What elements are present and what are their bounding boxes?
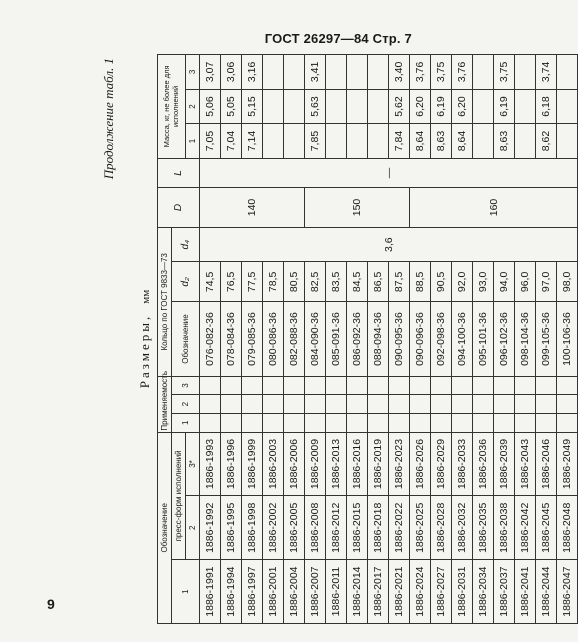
mass-exec-1: 8,64 [410, 124, 431, 159]
mass-exec-2 [326, 89, 347, 124]
table-row [305, 55, 326, 624]
mass-exec-1 [557, 124, 578, 159]
mass-exec-3: 3,41 [305, 55, 326, 90]
applicability-3 [410, 376, 431, 395]
applicability-1 [242, 413, 263, 432]
ring-designation: 090-095-36 [389, 302, 410, 376]
mass-exec-1 [326, 124, 347, 159]
designation-exec-2: 1886-2002 [263, 496, 284, 560]
mass-exec-2: 6,20 [452, 89, 473, 124]
applicability-3 [536, 376, 557, 395]
applicability-2 [368, 395, 389, 414]
applicability-2 [305, 395, 326, 414]
applicability-3 [326, 376, 347, 395]
designation-exec-1: 1886-1994 [221, 560, 242, 624]
designation-exec-1: 1886-2004 [284, 560, 305, 624]
page-header: ГОСТ 26297—84 Стр. 7 [264, 31, 412, 46]
applicability-1 [305, 413, 326, 432]
applicability-1 [536, 413, 557, 432]
designation-exec-2: 1886-2035 [473, 496, 494, 560]
applicability-3 [473, 376, 494, 395]
header-ring: Кольцо по ГОСТ 9833—73 [158, 227, 172, 376]
applicability-2 [515, 395, 536, 414]
applicability-2 [326, 395, 347, 414]
ring-d2: 76,5 [221, 262, 242, 302]
ring-designation: 079-085-36 [242, 302, 263, 376]
designation-exec-1: 1886-2041 [515, 560, 536, 624]
mass-exec-2: 6,18 [536, 89, 557, 124]
ring-designation: 085-091-36 [326, 302, 347, 376]
designation-exec-1: 1886-2037 [494, 560, 515, 624]
mass-exec-3 [473, 55, 494, 90]
continuation-label: Продолжение табл. 1 [101, 58, 116, 180]
ring-designation: 094-100-36 [452, 302, 473, 376]
mass-exec-1: 8,63 [431, 124, 452, 159]
dimension-L: — [200, 158, 578, 187]
applicability-2 [410, 395, 431, 414]
ring-d4: 3,6 [200, 227, 578, 262]
table-body [200, 55, 578, 624]
designation-exec-2: 1886-1992 [200, 496, 221, 560]
applicability-1 [389, 413, 410, 432]
mass-exec-3 [557, 55, 578, 90]
mass-exec-3: 3,16 [242, 55, 263, 90]
ring-d2: 97,0 [536, 262, 557, 302]
applicability-3 [284, 376, 305, 395]
mass-exec-1: 7,05 [200, 124, 221, 159]
designation-exec-1: 1886-2011 [326, 560, 347, 624]
mass-exec-1 [263, 124, 284, 159]
ring-d2: 96,0 [515, 262, 536, 302]
table-row [284, 55, 305, 624]
table-row [536, 55, 557, 624]
mass-exec-2 [347, 89, 368, 124]
mass-exec-2: 6,19 [431, 89, 452, 124]
header-mass-3: 3 [186, 55, 200, 90]
designation-exec-2: 1886-2008 [305, 496, 326, 560]
rotated-table-container [97, 54, 573, 624]
designation-exec-1: 1886-1997 [242, 560, 263, 624]
designation-exec-1: 1886-2007 [305, 560, 326, 624]
applicability-3 [557, 376, 578, 395]
ring-d2: 98,0 [557, 262, 578, 302]
mass-exec-3 [515, 55, 536, 90]
mass-exec-2 [284, 89, 305, 124]
mass-exec-3: 3,75 [494, 55, 515, 90]
designation-exec-3: 1886-2006 [284, 432, 305, 496]
ring-d2: 90,5 [431, 262, 452, 302]
designation-exec-1: 1886-2047 [557, 560, 578, 624]
ring-designation: 099-105-36 [536, 302, 557, 376]
ring-d2: 94,0 [494, 262, 515, 302]
table-row [473, 55, 494, 624]
mass-exec-2 [473, 89, 494, 124]
designation-exec-1: 1886-2001 [263, 560, 284, 624]
dimension-D: 150 [305, 188, 410, 228]
mass-exec-1 [347, 124, 368, 159]
ring-designation: 100-106-36 [557, 302, 578, 376]
applicability-1 [557, 413, 578, 432]
ring-d2: 84,5 [347, 262, 368, 302]
header-ring-designation: Обозначение [172, 302, 200, 376]
applicability-2 [242, 395, 263, 414]
header-mass: Масса, кг, не более для исполнений [158, 55, 186, 159]
mass-exec-1: 8,63 [494, 124, 515, 159]
applicability-3 [452, 376, 473, 395]
ring-designation: 082-088-36 [284, 302, 305, 376]
applicability-2 [557, 395, 578, 414]
applicability-2 [347, 395, 368, 414]
designation-exec-3: 1886-2029 [431, 432, 452, 496]
mass-exec-1: 7,14 [242, 124, 263, 159]
header-d2: d₂ [172, 262, 200, 302]
header-designation: Обозначение [158, 432, 172, 623]
designation-exec-3: 1886-2019 [368, 432, 389, 496]
designation-exec-2: 1886-2015 [347, 496, 368, 560]
table-unit: мм [140, 289, 152, 304]
applicability-2 [389, 395, 410, 414]
mass-exec-1: 7,84 [389, 124, 410, 159]
applicability-3 [494, 376, 515, 395]
applicability-1 [263, 413, 284, 432]
table-row [452, 55, 473, 624]
table-row [326, 55, 347, 624]
designation-exec-2: 1886-2025 [410, 496, 431, 560]
ring-d2: 77,5 [242, 262, 263, 302]
designation-exec-3: 1886-2003 [263, 432, 284, 496]
designation-exec-1: 1886-2017 [368, 560, 389, 624]
applicability-1 [515, 413, 536, 432]
mass-exec-2 [368, 89, 389, 124]
ring-d2: 83,5 [326, 262, 347, 302]
ring-designation: 096-102-36 [494, 302, 515, 376]
designation-exec-1: 1886-2031 [452, 560, 473, 624]
mass-exec-3: 3,76 [410, 55, 431, 90]
table-row [263, 55, 284, 624]
header-D: D [158, 188, 200, 228]
mass-exec-3: 3,06 [221, 55, 242, 90]
mass-exec-2 [557, 89, 578, 124]
applicability-1 [431, 413, 452, 432]
applicability-2 [221, 395, 242, 414]
mass-exec-2 [515, 89, 536, 124]
mass-exec-2: 5,62 [389, 89, 410, 124]
header-app-2: 2 [172, 395, 200, 414]
designation-exec-1: 1886-1991 [200, 560, 221, 624]
designation-exec-2: 1886-1995 [221, 496, 242, 560]
applicability-1 [200, 413, 221, 432]
mass-exec-1 [473, 124, 494, 159]
table-row [368, 55, 389, 624]
applicability-2 [494, 395, 515, 414]
designation-exec-3: 1886-2039 [494, 432, 515, 496]
table-row [389, 55, 410, 624]
designation-exec-3: 1886-2013 [326, 432, 347, 496]
header-mass-2: 2 [186, 89, 200, 124]
table-row [221, 55, 242, 624]
applicability-3 [389, 376, 410, 395]
ring-designation: 078-084-36 [221, 302, 242, 376]
mass-exec-1 [368, 124, 389, 159]
mass-exec-3 [284, 55, 305, 90]
ring-d2: 92,0 [452, 262, 473, 302]
designation-exec-2: 1886-2045 [536, 496, 557, 560]
header-app-3: 3 [172, 376, 200, 395]
table-row [431, 55, 452, 624]
applicability-1 [221, 413, 242, 432]
applicability-2 [284, 395, 305, 414]
designation-exec-3: 1886-2026 [410, 432, 431, 496]
mass-exec-3: 3,75 [431, 55, 452, 90]
ring-d2: 82,5 [305, 262, 326, 302]
table-row [494, 55, 515, 624]
mass-exec-2: 5,05 [221, 89, 242, 124]
designation-exec-1: 1886-2021 [389, 560, 410, 624]
applicability-3 [347, 376, 368, 395]
header-L: L [158, 158, 200, 187]
mass-exec-3 [326, 55, 347, 90]
mass-exec-2: 6,20 [410, 89, 431, 124]
applicability-1 [347, 413, 368, 432]
table-row [557, 55, 578, 624]
designation-exec-2: 1886-2022 [389, 496, 410, 560]
designation-exec-2: 1886-2042 [515, 496, 536, 560]
mass-exec-2: 6,19 [494, 89, 515, 124]
ring-d2: 86,5 [368, 262, 389, 302]
mass-exec-2: 5,63 [305, 89, 326, 124]
designation-exec-1: 1886-2024 [410, 560, 431, 624]
table-title-text: Размеры, [137, 313, 152, 389]
designation-exec-3: 1886-2046 [536, 432, 557, 496]
designation-exec-2: 1886-2038 [494, 496, 515, 560]
table-row [200, 55, 221, 624]
designation-exec-3: 1886-2043 [515, 432, 536, 496]
applicability-3 [200, 376, 221, 395]
mass-exec-3: 3,76 [452, 55, 473, 90]
designation-exec-1: 1886-2044 [536, 560, 557, 624]
applicability-1 [326, 413, 347, 432]
designation-exec-2: 1886-2028 [431, 496, 452, 560]
mass-exec-2: 5,06 [200, 89, 221, 124]
ring-designation: 084-090-36 [305, 302, 326, 376]
designation-exec-2: 1886-2032 [452, 496, 473, 560]
designation-exec-3: 1886-1993 [200, 432, 221, 496]
applicability-3 [305, 376, 326, 395]
header-exec-3: 3* [186, 432, 200, 496]
designation-exec-2: 1886-2012 [326, 496, 347, 560]
designation-exec-2: 1886-2005 [284, 496, 305, 560]
applicability-1 [410, 413, 431, 432]
applicability-2 [431, 395, 452, 414]
ring-d2: 80,5 [284, 262, 305, 302]
header-mass-1: 1 [186, 124, 200, 159]
designation-exec-1: 1886-2034 [473, 560, 494, 624]
ring-d2: 74,5 [200, 262, 221, 302]
ring-designation: 080-086-36 [263, 302, 284, 376]
ring-d2: 78,5 [263, 262, 284, 302]
designation-exec-2: 1886-2048 [557, 496, 578, 560]
applicability-2 [452, 395, 473, 414]
ring-d2: 93,0 [473, 262, 494, 302]
designation-exec-3: 1886-1996 [221, 432, 242, 496]
applicability-1 [494, 413, 515, 432]
applicability-3 [515, 376, 536, 395]
applicability-1 [368, 413, 389, 432]
applicability-3 [263, 376, 284, 395]
table-title [137, 54, 153, 624]
mass-exec-3 [263, 55, 284, 90]
mass-exec-2 [263, 89, 284, 124]
mass-exec-3: 3,07 [200, 55, 221, 90]
applicability-2 [473, 395, 494, 414]
table-row [515, 55, 536, 624]
ring-designation: 092-098-36 [431, 302, 452, 376]
mass-exec-1: 7,04 [221, 124, 242, 159]
table-row [347, 55, 368, 624]
designation-exec-3: 1886-2049 [557, 432, 578, 496]
applicability-3 [242, 376, 263, 395]
page-number: 9 [47, 596, 55, 612]
dimension-D: 140 [200, 188, 305, 228]
designation-exec-2: 1886-1998 [242, 496, 263, 560]
ring-designation: 086-092-36 [347, 302, 368, 376]
mass-exec-3: 3,40 [389, 55, 410, 90]
header-app-1: 1 [172, 413, 200, 432]
applicability-1 [473, 413, 494, 432]
dimension-D: 160 [410, 188, 578, 228]
designation-exec-1: 1886-2027 [431, 560, 452, 624]
applicability-2 [536, 395, 557, 414]
mass-exec-2: 5,15 [242, 89, 263, 124]
designation-exec-3: 1886-2016 [347, 432, 368, 496]
applicability-1 [284, 413, 305, 432]
sizes-table [157, 54, 578, 624]
mass-exec-3: 3,74 [536, 55, 557, 90]
applicability-2 [200, 395, 221, 414]
mass-exec-3 [368, 55, 389, 90]
designation-exec-3: 1886-2036 [473, 432, 494, 496]
ring-designation: 088-094-36 [368, 302, 389, 376]
designation-exec-3: 1886-1999 [242, 432, 263, 496]
mass-exec-1 [515, 124, 536, 159]
mass-exec-1: 8,62 [536, 124, 557, 159]
mass-exec-1: 8,64 [452, 124, 473, 159]
ring-designation: 090-096-36 [410, 302, 431, 376]
applicability-3 [368, 376, 389, 395]
header-exec-2: 2 [186, 496, 200, 560]
applicability-3 [221, 376, 242, 395]
table-row [410, 55, 431, 624]
designation-exec-2: 1886-2018 [368, 496, 389, 560]
header-d4: d₄ [172, 227, 200, 262]
table-row [242, 55, 263, 624]
ring-d2: 87,5 [389, 262, 410, 302]
mass-exec-1 [284, 124, 305, 159]
mass-exec-1: 7,85 [305, 124, 326, 159]
designation-exec-1: 1886-2014 [347, 560, 368, 624]
ring-designation: 076-082-36 [200, 302, 221, 376]
header-applicability: Применяемость [158, 376, 172, 432]
mass-exec-3 [347, 55, 368, 90]
header-press-forms: пресс-форм исполнений [172, 432, 186, 560]
ring-designation: 098-104-36 [515, 302, 536, 376]
applicability-2 [263, 395, 284, 414]
ring-designation: 095-101-36 [473, 302, 494, 376]
designation-exec-3: 1886-2009 [305, 432, 326, 496]
ring-d2: 88,5 [410, 262, 431, 302]
applicability-1 [452, 413, 473, 432]
designation-exec-3: 1886-2033 [452, 432, 473, 496]
designation-exec-3: 1886-2023 [389, 432, 410, 496]
header-exec-1: 1 [172, 560, 200, 624]
applicability-3 [431, 376, 452, 395]
